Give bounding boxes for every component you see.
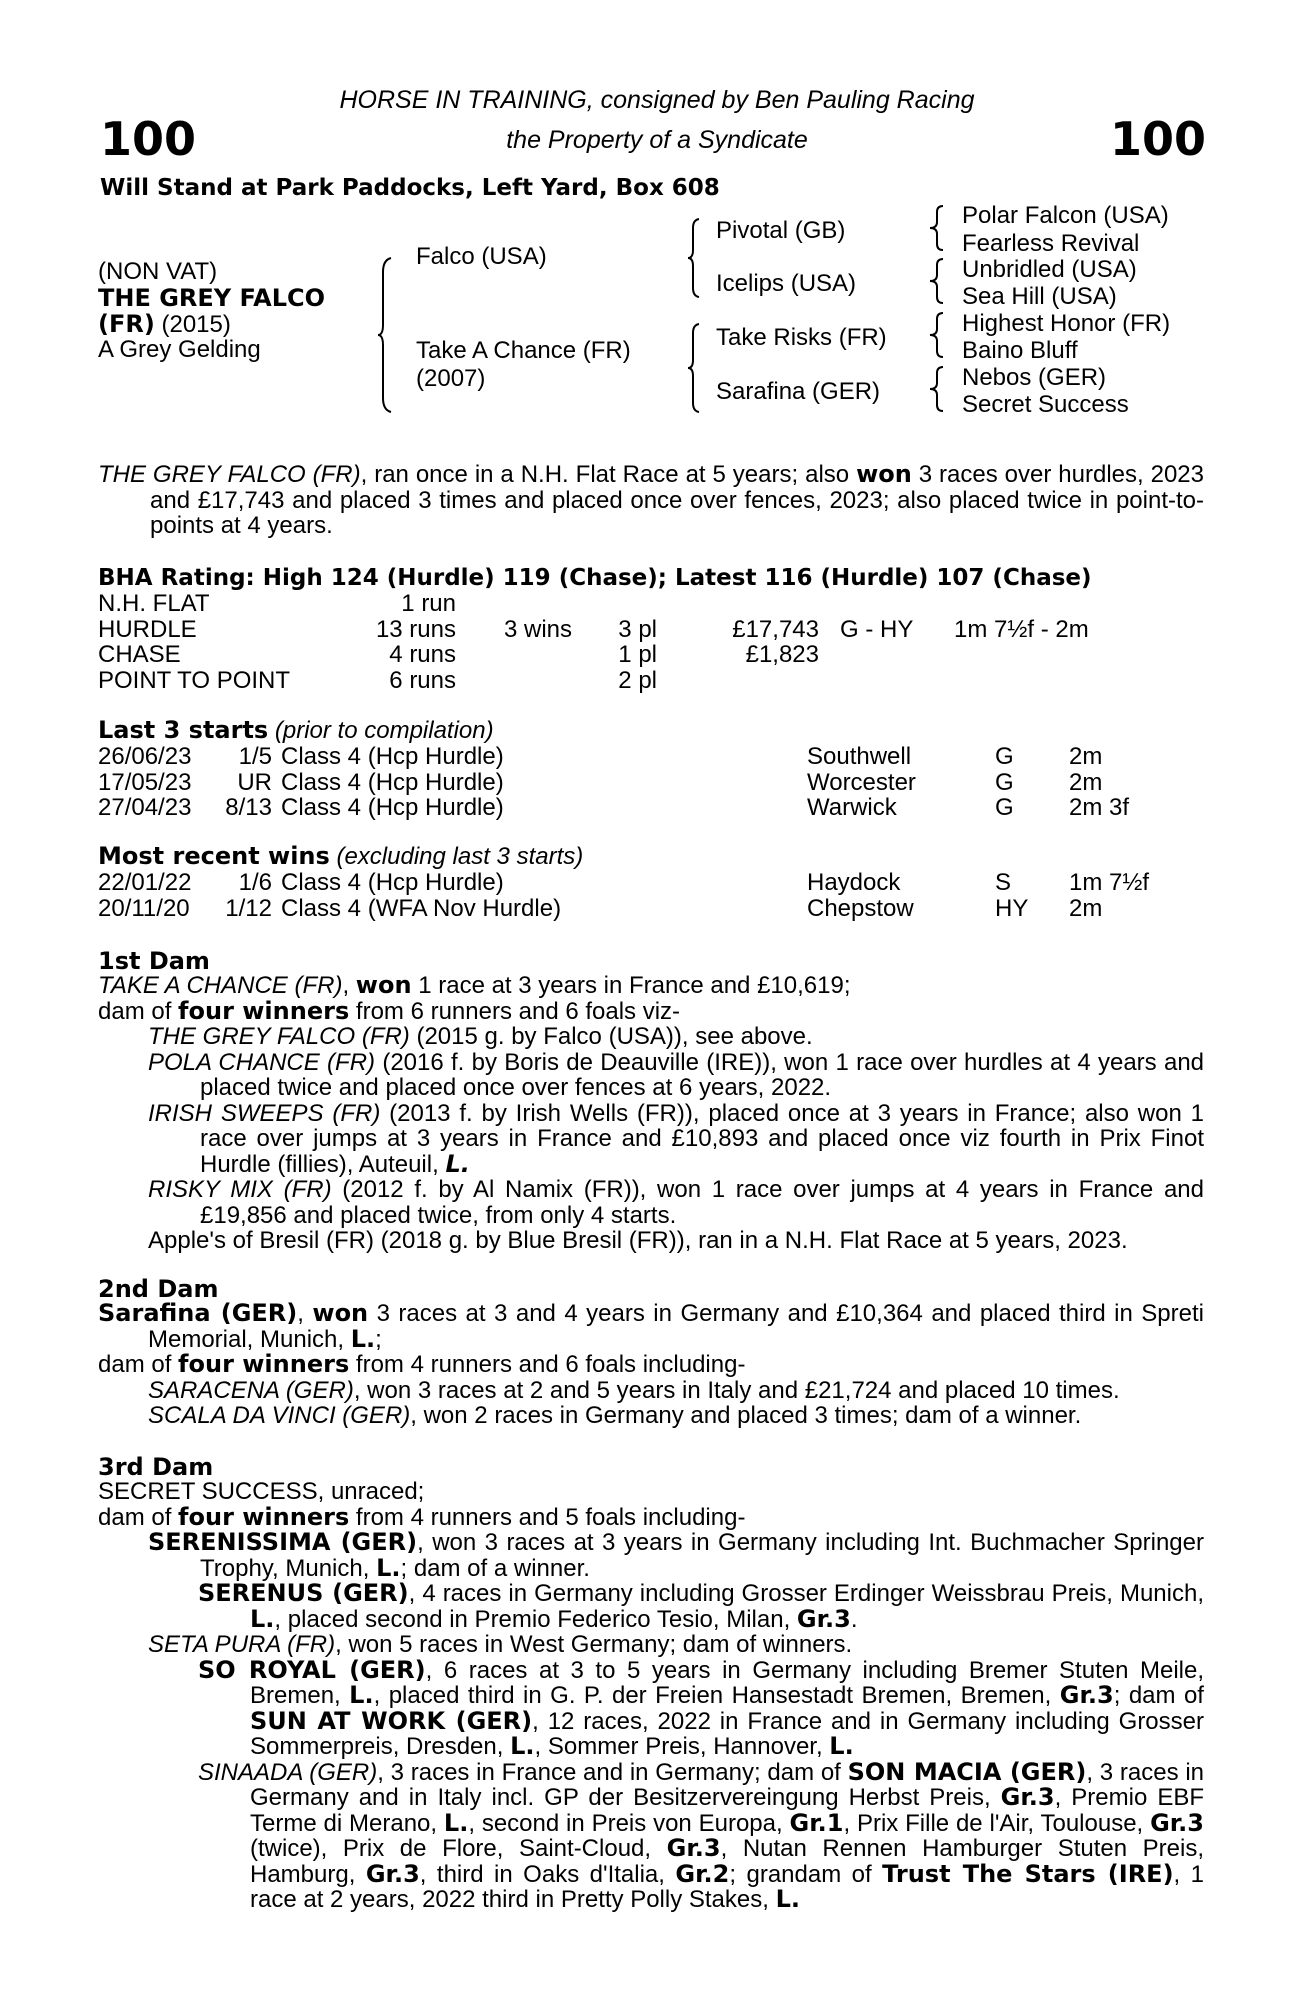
lot-number-left: 100 (100, 112, 197, 166)
pedigree-bracket-gen3d (930, 367, 948, 411)
recent-race: Class 4 (Hcp Hurdle) (281, 869, 504, 896)
dam1-intro: TAKE A CHANCE (FR), won 1 race at 3 years in France and £10,619; (98, 971, 851, 999)
last3-row (98, 769, 1208, 795)
rating-prize: £1,823 (745, 641, 819, 668)
recent-course: Haydock (807, 869, 901, 896)
dam2-dam-of: dam of four winners from 4 runners and 6 foals including- (98, 1350, 746, 1378)
pedigree-dam: Take A Chance (FR) (416, 337, 631, 364)
dam3-heading: 3rd Dam (98, 1453, 214, 1481)
rating-runs: 13 runs (375, 615, 456, 643)
recent-heading: Most recent wins (98, 842, 330, 870)
dam3-dam-of: dam of four winners from 4 runners and 5 foals including- (98, 1502, 746, 1531)
recent-note: (excluding last 3 starts) (336, 843, 584, 870)
horse-origin (98, 311, 231, 338)
recent-going: HY (995, 894, 1029, 922)
dam1-dam-of: dam of four winners from 6 runners and 6 foals viz- (98, 996, 681, 1025)
dam3-intro: SECRET SUCCESS, unraced; (98, 1478, 425, 1505)
stand-location: Will Stand at Park Paddocks, Left Yard, Box 608 (100, 175, 720, 201)
last3-race: Class 4 (Hcp Hurdle) (281, 768, 504, 796)
consignor-line: HORSE IN TRAINING, consigned by Ben Pauling Racing (339, 86, 975, 114)
bha-rating-heading: BHA Rating: High 124 (Hurdle) 119 (Chase); Latest 116 (Hurdle) 107 (Chase) (98, 565, 1092, 591)
vat-status: (NON VAT) (98, 258, 218, 285)
pedigree-gen3-5: Highest Honor (FR) (962, 310, 1171, 337)
dam1-progeny-1: THE GREY FALCO (FR) (2015 g. by Falco (USA)), see above. (148, 1023, 813, 1050)
recent-pos: 1/6 (238, 869, 272, 896)
pedigree-gen2-3: Take Risks (FR) (716, 324, 887, 351)
property-line: the Property of a Syndicate (506, 126, 808, 154)
horse-country: (FR) (98, 310, 155, 338)
race-summary: THE GREY FALCO (FR), ran once in a N.H. Flat Race at 5 years; also won 3 races over hurdles, 2023 and £17,743 and placed 3 times and placed once over fences, 2023; also placed twice in point-to-points at 4 years. (98, 460, 1204, 539)
rating-pl: 3 pl (618, 615, 657, 643)
rating-runs: 6 runs (389, 666, 456, 694)
last3-going: G (995, 743, 1014, 770)
rating-row (98, 616, 1208, 642)
rating-type: N.H. FLAT (98, 590, 210, 617)
rating-type: POINT TO POINT (98, 666, 291, 694)
rating-type: HURDLE (98, 615, 197, 643)
recent-row (98, 869, 1208, 895)
pedigree-gen3-3: Unbridled (USA) (962, 256, 1137, 283)
pedigree-bracket-gen2b (688, 324, 704, 412)
dam1-progeny-2: POLA CHANCE (FR) (2016 f. by Boris de Deauville (IRE)), won 1 race over hurdles at 4 years and placed twice and placed once over fences at 6 years, 2022. (148, 1048, 1205, 1101)
last3-course: Southwell (807, 743, 912, 770)
last3-going: G (995, 768, 1014, 796)
last3-course: Warwick (807, 794, 897, 821)
last3-table (98, 743, 1208, 820)
horse-year: (2015) (161, 311, 231, 338)
last3-date: 26/06/23 (98, 743, 192, 770)
last3-race: Class 4 (Hcp Hurdle) (281, 794, 504, 821)
recent-heading-row (98, 843, 583, 870)
last3-dist: 2m (1069, 743, 1103, 770)
last3-dist: 2m 3f (1069, 794, 1130, 821)
last3-course: Worcester (807, 768, 916, 796)
dam3-progeny-2: SETA PURA (FR), won 5 races in West Germany; dam of winners. (148, 1631, 853, 1658)
pedigree-gen3-6: Baino Bluff (962, 337, 1078, 364)
dam1-progeny-5: Apple's of Bresil (FR) (2018 g. by Blue Bresil (FR)), ran in a N.H. Flat Race at 5 years, 2023. (148, 1227, 1128, 1254)
dam2-intro: Sarafina (GER), won 3 races at 3 and 4 years in Germany and £10,364 and placed third in Spreti Memorial, Munich, L.; (98, 1299, 1204, 1353)
rating-prize: £17,743 (732, 615, 819, 643)
dam1-progeny-3: IRISH SWEEPS (FR) (2013 f. by Irish Wells (FR)), placed once at 3 years in France; also won 1 race over jumps at 3 years in France and £10,893 and placed once viz fourth in Prix Finot Hurdle (fillies), Auteuil, L. (148, 1099, 1204, 1178)
pedigree-sire: Falco (USA) (416, 243, 547, 270)
dam3-progeny-1: SERENISSIMA (GER), won 3 races at 3 years in Germany including Int. Buchmacher Springer Trophy, Munich, L.; dam of a winner. (148, 1528, 1204, 1582)
recent-row (98, 895, 1208, 921)
rating-row (98, 590, 1208, 616)
lot-number-right: 100 (1109, 112, 1206, 166)
dam1-progeny-4: RISKY MIX (FR) (2012 f. by Al Namix (FR)), won 1 race over jumps at 4 years in France and £19,856 and placed twice, from only 4 starts. (148, 1176, 1204, 1229)
rating-row (98, 667, 1208, 693)
recent-dist: 2m (1069, 894, 1103, 922)
dam1-heading: 1st Dam (98, 947, 210, 975)
pedigree-gen2-2: Icelips (USA) (716, 270, 857, 297)
last3-dist: 2m (1069, 768, 1103, 796)
last3-date: 17/05/23 (98, 768, 192, 796)
dam2-name: Sarafina (GER) (98, 1299, 298, 1327)
recent-table (98, 869, 1208, 920)
dam1-section (98, 973, 1204, 1254)
last3-pos: 1/5 (238, 743, 272, 770)
rating-pl: 2 pl (618, 666, 657, 694)
last3-pos: 8/13 (225, 794, 272, 821)
rating-runs: 4 runs (389, 641, 456, 668)
last3-date: 27/04/23 (98, 794, 192, 821)
rating-going: G - HY (840, 615, 914, 643)
horse-description: A Grey Gelding (98, 336, 261, 363)
recent-going: S (995, 869, 1012, 896)
rating-table (98, 590, 1208, 692)
pedigree-dam-year: (2007) (416, 365, 486, 392)
pedigree-gen3-7: Nebos (GER) (962, 364, 1107, 391)
last3-heading: Last 3 starts (98, 716, 269, 744)
last3-heading-row (98, 717, 494, 744)
recent-race: Class 4 (WFA Nov Hurdle) (281, 894, 562, 922)
pedigree-bracket-gen1 (378, 258, 398, 412)
recent-date: 22/01/22 (98, 869, 192, 896)
summary-horse-name: THE GREY FALCO (FR) (98, 461, 361, 488)
recent-pos: 1/12 (225, 894, 272, 922)
pedigree-bracket-gen3c (930, 313, 948, 357)
pedigree-gen3-8: Secret Success (962, 391, 1129, 418)
pedigree-bracket-gen3b (930, 259, 948, 303)
rating-runs: 1 run (401, 590, 456, 617)
last3-row (98, 743, 1208, 769)
last3-pos: UR (237, 768, 272, 796)
dam2-section (98, 1301, 1204, 1429)
dam2-progeny-1: SARACENA (GER), won 3 races at 2 and 5 years in Italy and £21,724 and placed 10 times. (148, 1376, 1120, 1404)
last3-note: (prior to compilation) (274, 717, 494, 744)
dam2-heading: 2nd Dam (98, 1275, 219, 1303)
rating-wins: 3 wins (503, 615, 572, 643)
recent-course: Chepstow (807, 894, 914, 922)
last3-race: Class 4 (Hcp Hurdle) (281, 743, 504, 770)
pedigree-gen2-4: Sarafina (GER) (716, 378, 881, 405)
pedigree-bracket-gen3a (930, 206, 948, 250)
rating-row (98, 641, 1208, 667)
recent-dist: 1m 7½f (1069, 869, 1150, 896)
rating-dist: 1m 7½f - 2m (954, 615, 1089, 643)
recent-date: 20/11/20 (98, 894, 190, 922)
horse-name: THE GREY FALCO (98, 284, 326, 312)
pedigree-gen3-1: Polar Falcon (USA) (962, 202, 1169, 229)
last3-going: G (995, 794, 1014, 821)
pedigree-bracket-gen2a (688, 219, 704, 297)
rating-pl: 1 pl (618, 641, 657, 668)
last3-row (98, 794, 1208, 820)
dam3-progeny-1a: SERENUS (GER), 4 races in Germany including Grosser Erdinger Weissbrau Preis, Munich, L., placed second in Premio Federico Tesio, Milan, Gr.3. (198, 1579, 1205, 1633)
dam3-progeny-2a: SO ROYAL (GER), 6 races at 3 to 5 years in Germany including Bremer Stuten Meile, Bremen, L., placed third in G. P. der Freien Hansestadt Bremen, Bremen, Gr.3; dam of SUN AT WORK (GER), 12 races, 2022 in France and in Germany including Grosser Sommerpreis, Dresden, L., Sommer Preis, Hannover, L. (198, 1655, 1204, 1760)
dam2-progeny-2: SCALA DA VINCI (GER), won 2 races in Germany and placed 3 times; dam of a winner. (148, 1402, 1082, 1429)
dam3-section (98, 1479, 1204, 1913)
dam3-progeny-2b: SINAADA (GER), 3 races in France and in Germany; dam of SON MACIA (GER), 3 races in Germany and in Italy incl. GP der Besitzervereingung Herbst Preis, Gr.3, Premio EBF Terme di Merano, L., second in Preis von Europa, Gr.1, Prix Fille de l'Air, Toulouse, Gr.3 (twice), Prix de Flore, Saint-Cloud, Gr.3, Nutan Rennen Hamburger Stuten Preis, Hamburg, Gr.3, third in Oaks d'Italia, Gr.2; grandam of Trust The Stars (IRE), 1 race at 2 years, 2022 third in Pretty Polly Stakes, L. (198, 1757, 1205, 1913)
dam1-name: TAKE A CHANCE (FR) (98, 972, 343, 999)
pedigree-gen3-2: Fearless Revival (962, 230, 1140, 257)
pedigree-gen2-1: Pivotal (GB) (716, 217, 846, 244)
pedigree-gen3-4: Sea Hill (USA) (962, 283, 1117, 310)
rating-type: CHASE (98, 641, 181, 668)
